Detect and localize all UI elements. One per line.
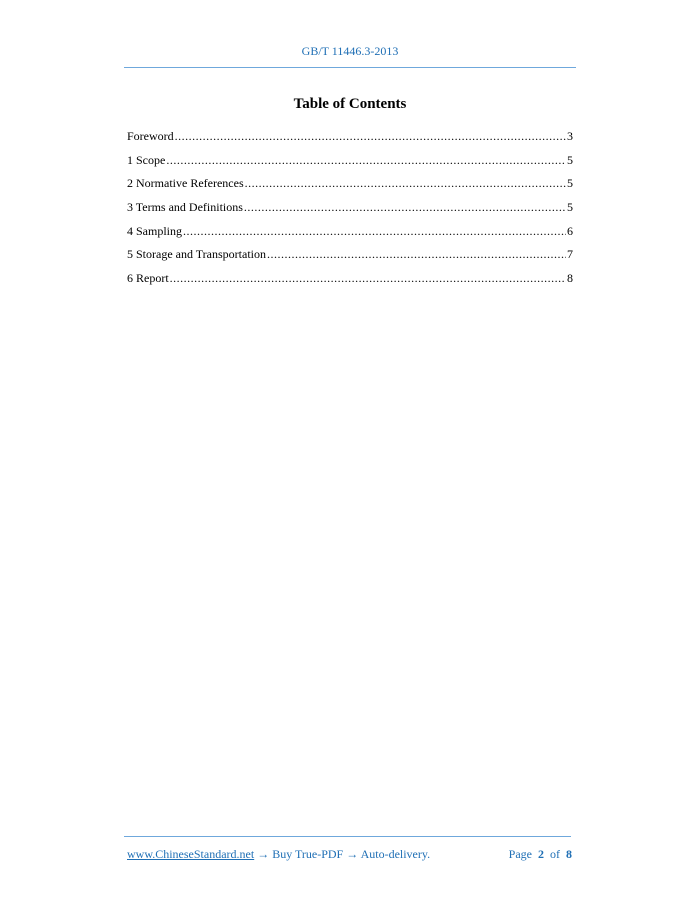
dot-leader <box>245 175 566 191</box>
toc-entry-title: 6 Report <box>127 271 169 286</box>
toc-entry-page: 3 <box>567 129 573 143</box>
toc-entry-page: 5 <box>567 152 573 167</box>
toc-entry-page: 8 <box>567 271 573 286</box>
toc-list <box>127 128 573 294</box>
toc-entry-title: 1 Scope <box>127 152 166 167</box>
footer-divider <box>124 836 571 837</box>
toc-entry-title: Foreword <box>127 129 174 143</box>
header-divider <box>124 67 576 68</box>
toc-entry-sampling[interactable] <box>127 223 573 247</box>
of-label: of <box>550 847 560 861</box>
document-code: GB/T 11446.3-2013 <box>301 44 399 58</box>
toc-entry-page: 7 <box>567 247 573 262</box>
dot-leader <box>170 270 566 286</box>
dot-leader <box>183 223 566 239</box>
toc-entry-scope[interactable] <box>127 152 573 176</box>
toc-entry-title: 4 Sampling <box>127 223 183 238</box>
footer-promo <box>127 847 430 862</box>
total-pages-number: 8 <box>566 847 572 861</box>
toc-entry-title: 2 Normative References <box>127 176 244 191</box>
toc-entry-terms-definitions[interactable] <box>127 199 573 223</box>
dot-leader <box>175 128 566 144</box>
toc-entry-page: 5 <box>567 200 573 215</box>
dot-leader <box>244 199 566 215</box>
toc-heading: Table of Contents <box>293 96 407 112</box>
toc-entry-title: 3 Terms and Definitions <box>127 200 243 215</box>
toc-entry-report[interactable] <box>127 270 573 294</box>
dot-leader <box>166 152 566 168</box>
toc-entry-title: 5 Storage and Transportation <box>127 247 266 262</box>
page-indicator <box>509 847 572 862</box>
toc-entry-normative-references[interactable] <box>127 175 573 199</box>
toc-entry-page: 6 <box>567 223 573 238</box>
toc-entry-page: 5 <box>567 176 573 191</box>
dot-leader <box>267 246 566 262</box>
current-page-number: 2 <box>538 847 544 861</box>
toc-entry-storage-transportation[interactable] <box>127 246 573 270</box>
page-label: Page <box>508 847 532 861</box>
footer-promo-text: → Buy True-PDF → Auto-delivery. <box>254 847 431 861</box>
toc-entry-foreword[interactable] <box>127 128 573 152</box>
website-link[interactable]: www.ChineseStandard.net <box>127 847 255 861</box>
